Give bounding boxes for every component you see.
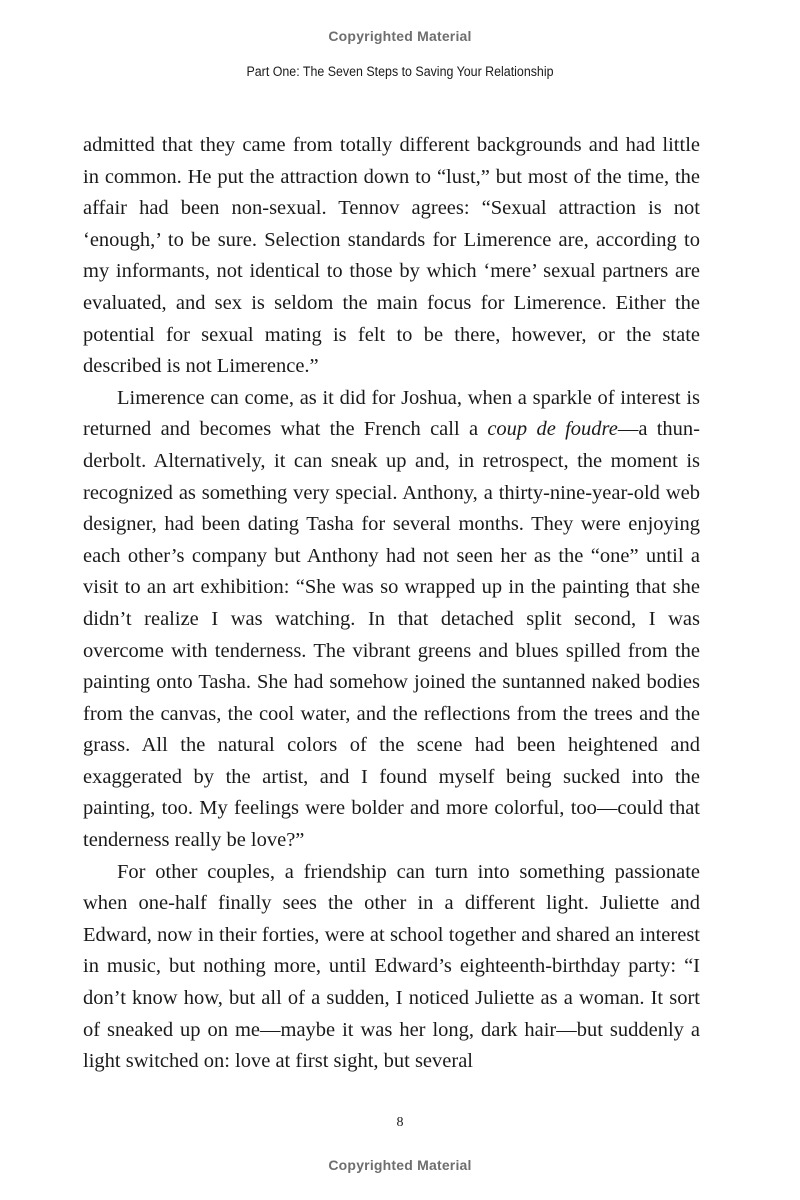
- page-number: 8: [396, 1115, 404, 1130]
- copyright-watermark-bottom: Copyrighted Material: [328, 1157, 472, 1173]
- paragraph-2-start: Limerence can come, as it did for Joshua, when a sparkle of interest is returned and becomes what the French call a: [83, 386, 700, 441]
- copyright-watermark-top: Copyrighted Material: [328, 28, 472, 44]
- running-head: Part One: The Seven Steps to Saving Your Relationship: [246, 64, 554, 79]
- body-text: [83, 130, 700, 1078]
- paragraph-3: For other couples, a friendship can turn into something passionate when one-half finally sees the other in a different light. Juliette and Edward, now in their forties, were at school together and shared an interest in music, but nothing more, until Edward’s eighteenth-birthday party: “I don’t know how, but all of a sudden, I noticed Juliette as a woman. It sort of sneaked up on me—maybe it was her long, dark hair—but suddenly a light switched on: love at first sight, but several: [83, 860, 700, 1073]
- paragraph-1: admitted that they came from totally different backgrounds and had little in common. He put the attraction down to “lust,” but most of the time, the affair had been non-sexual. Tennov agrees: “Sexual attraction is not ‘enough,’ to be sure. Selection standards for Limerence are, according to my informants, not identical to those by which ‘mere’ sexual partners are evaluated, and sex is seldom the main focus for Limerence. Either the potential for sexual mating is felt to be there, however, or the state described is not Limerence.”: [83, 134, 700, 378]
- italic-phrase: coup de foudre: [487, 418, 618, 441]
- paragraph-2: [83, 383, 700, 857]
- paragraph-2-end: —a thunderbolt. Alternatively, it can sneak up and, in retrospect, the moment is recognized as something very special. Anthony, a thirty-nine-year-old web designer, had been dating Tasha for several months. They were enjoying each other’s company but Anthony had not seen her as the “one” until a visit to an art exhibition: “She was so wrapped up in the painting that she didn’t realize I was watching. In that detached split second, I was overcome with tenderness. The vibrant greens and blues spilled from the painting onto Tasha. She had somehow joined the suntanned naked bodies from the canvas, the cool water, and the reflections from the trees and the grass. All the natural colors of the scene had been heightened and exaggerated by the artist, and I found myself being sucked into the painting, too. My feelings were bolder and more colorful, too—could that tenderness really be love?”: [83, 418, 700, 852]
